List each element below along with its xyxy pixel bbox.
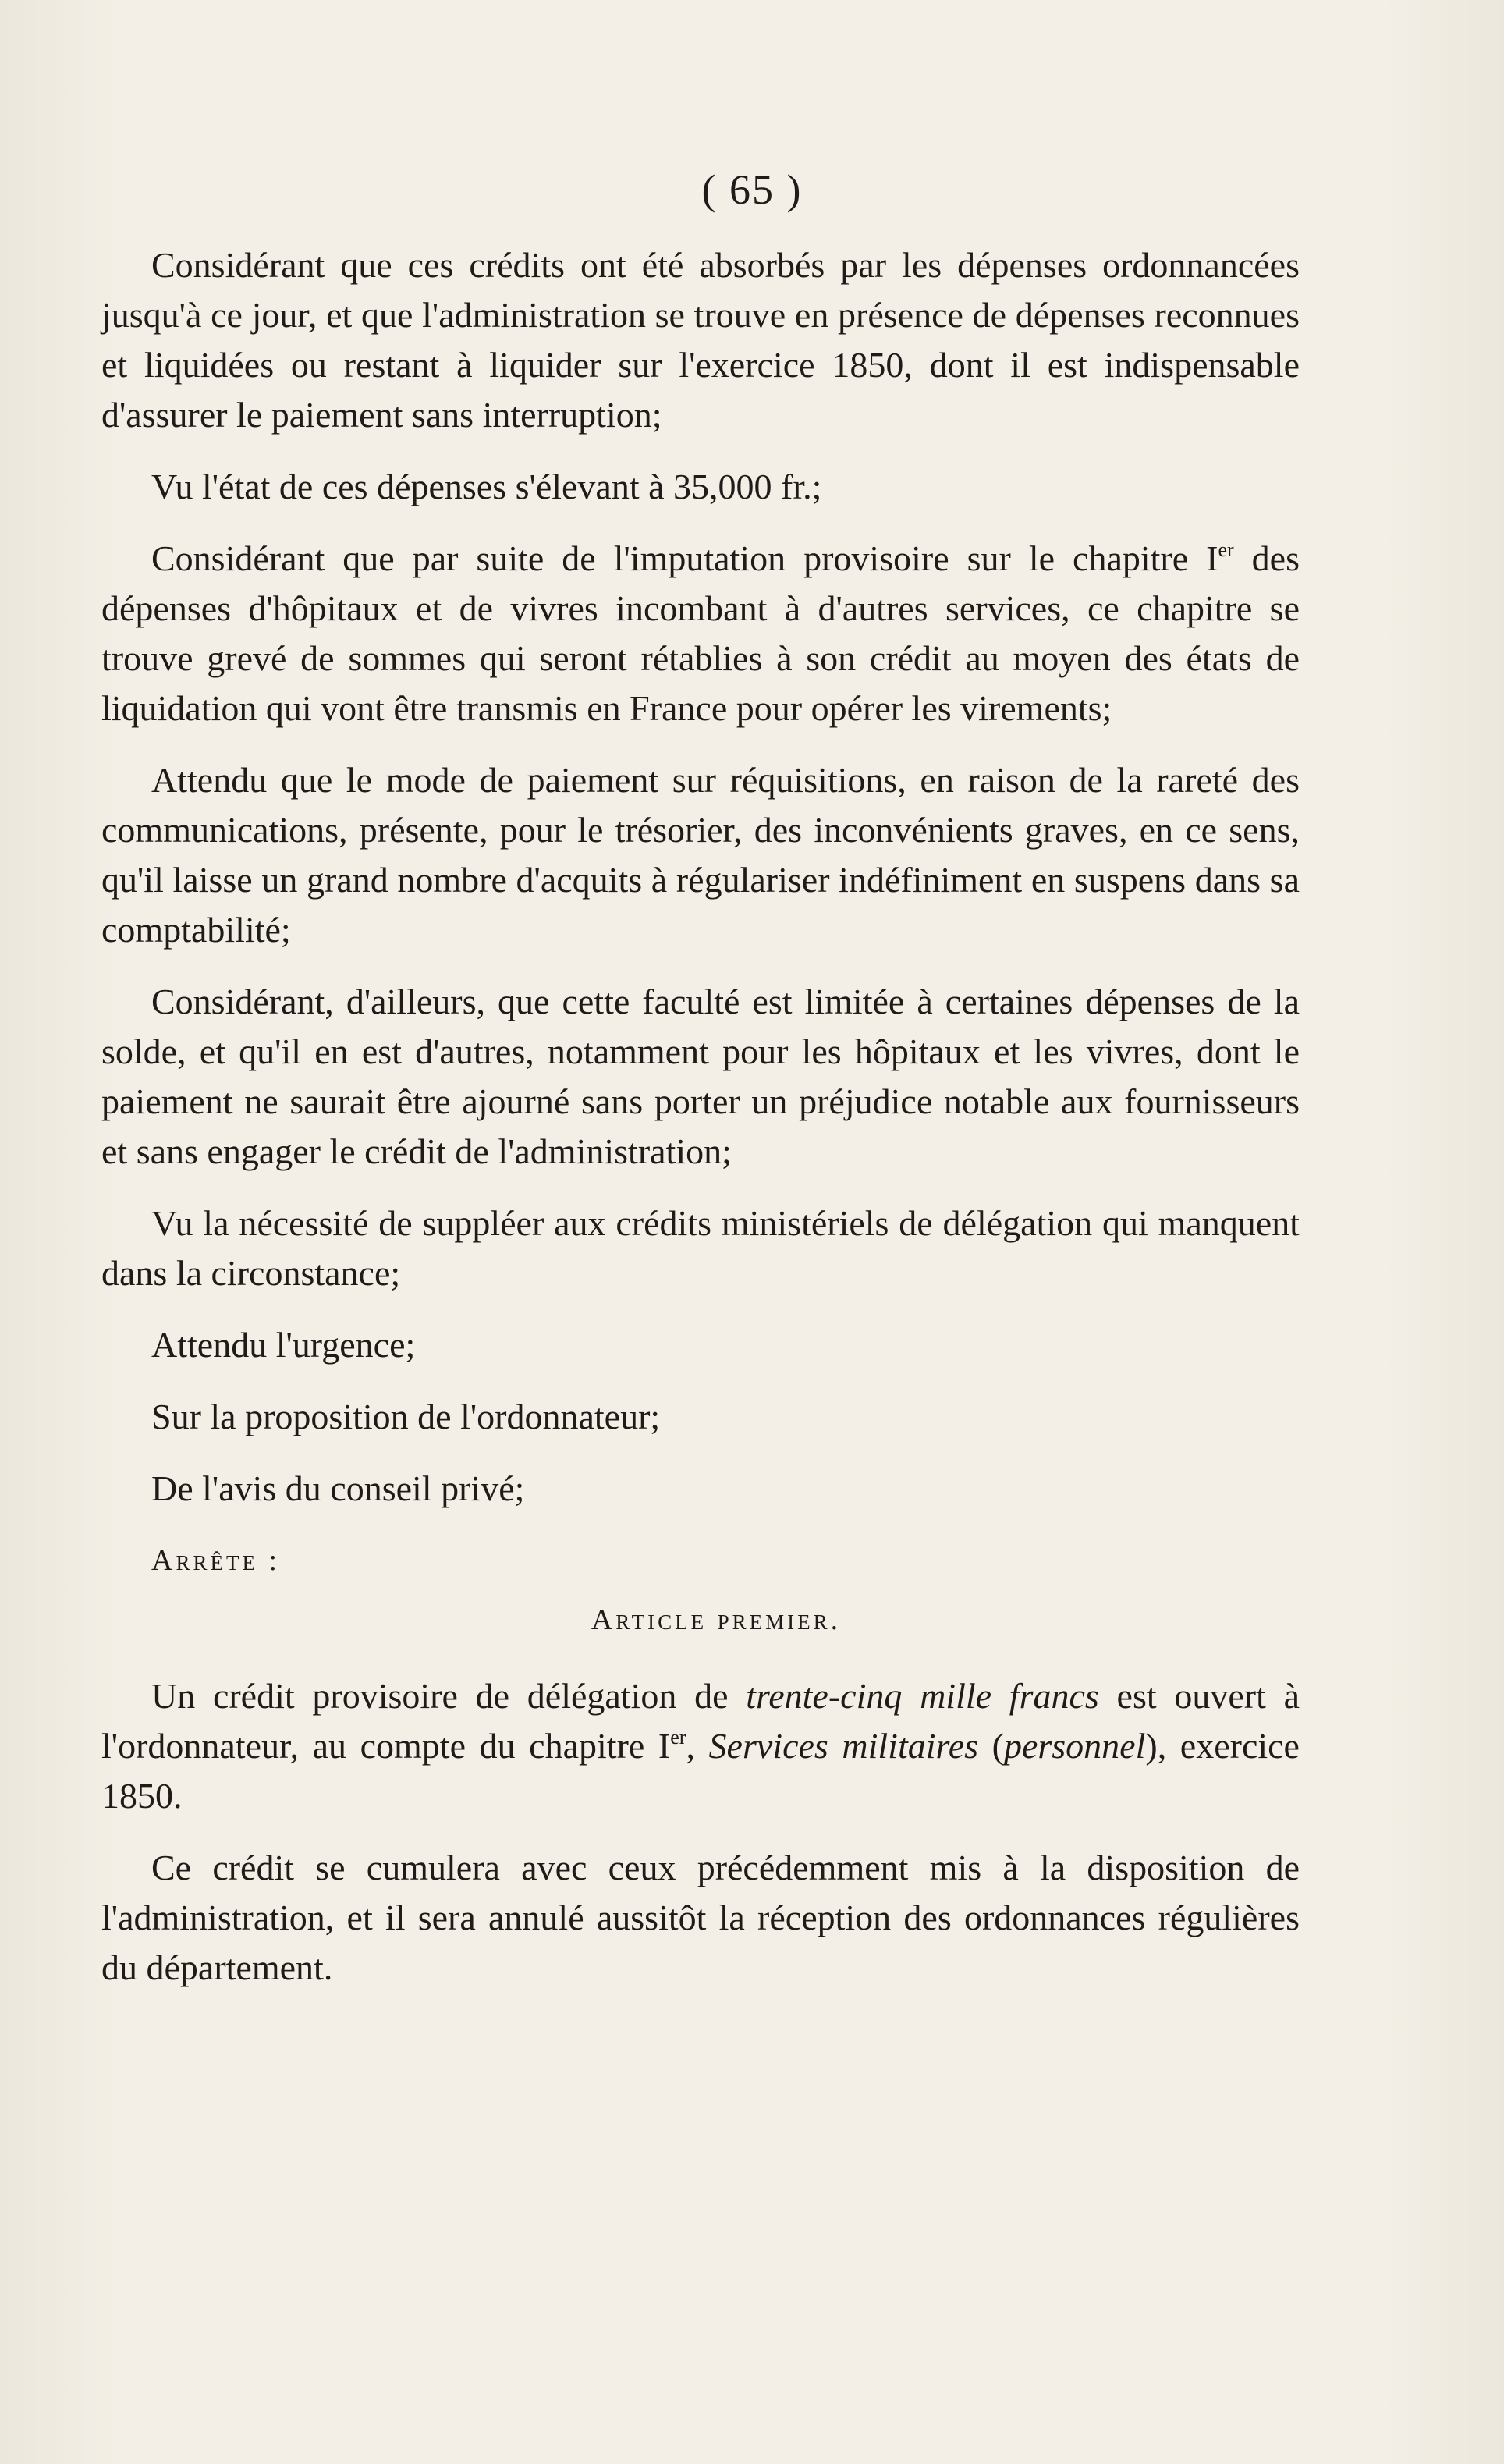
article-text: , [686, 1726, 709, 1766]
paragraph-attendu-urgence: Attendu l'urgence; [151, 1325, 416, 1365]
superscript: er [670, 1726, 686, 1749]
page-number: ( 65 ) [701, 166, 803, 213]
paragraph-article-1 [101, 1671, 1300, 1821]
paragraph-sur-proposition: Sur la proposition de l'ordonnateur; [151, 1397, 661, 1436]
paragraph-text: des dépenses d'hôpitaux et de vivres incombant à d'autres services, ce chapitre se trouve grevé de sommes qui seront rétablies à son crédit au moyen des états de liquidation qui vont être transmis en France pour opérer les virements; [101, 538, 1300, 728]
article-text: ), exercice 1850. [101, 1726, 1300, 1816]
article-text: ( [978, 1726, 1004, 1766]
paragraph-considerant-faculte: Considérant, d'ailleurs, que cette faculté est limitée à certaines dépenses de la solde, et qu'il en est d'autres, notamment pour les hôpitaux et les vivres, dont le paiement ne saurait être ajourné sans porter un préjudice notable aux fournisseurs et sans engager le crédit de l'administration; [101, 982, 1300, 1171]
paragraph-article-1-continued: Ce crédit se cumulera avec ceux précédemment mis à la disposition de l'administration, et il sera annulé aussitôt la réception des ordonnances régulières du département. [101, 1848, 1300, 1987]
paragraph-considerant-imputation [101, 534, 1300, 733]
paragraph-considerant-credits: Considérant que ces crédits ont été absorbés par les dépenses ordonnancées jusqu'à ce jour, et que l'administration se trouve en présence de dépenses reconnues et liquidées ou restant à liquider sur l'exercice 1850, dont il est indispensable d'assurer le paiement sans interruption; [101, 245, 1300, 435]
article-heading: Article premier. [591, 1603, 842, 1636]
paragraph-vu-etat: Vu l'état de ces dépenses s'élevant à 35,000 fr.; [151, 467, 822, 506]
arrete-label: Arrête : [151, 1544, 280, 1577]
article-text: est ouvert à l'ordonnateur, au compte du chapitre I [101, 1676, 1300, 1766]
paragraph-avis-conseil: De l'avis du conseil privé; [151, 1468, 525, 1508]
paragraph-vu-necessite: Vu la nécessité de suppléer aux crédits ministériels de délégation qui manquent dans la circonstance; [101, 1203, 1300, 1293]
superscript: er [1218, 538, 1234, 561]
article-personnel: personnel [1003, 1726, 1146, 1766]
article-chapter: Services militaires [708, 1726, 979, 1766]
article-text: Un crédit provisoire de délégation de [151, 1676, 747, 1716]
paragraph-attendu-paiement: Attendu que le mode de paiement sur réquisitions, en raison de la rareté des communications, présente, pour le trésorier, des inconvénients graves, en ce sens, qu'il laisse un grand nombre d'acquits à régulariser indéfiniment en suspens dans sa comptabilité; [101, 760, 1300, 950]
body-text [101, 240, 1300, 2015]
paragraph-text: Considérant que par suite de l'imputation provisoire sur le chapitre I [151, 538, 1218, 578]
article-amount: trente-cinq mille francs [746, 1676, 1099, 1716]
